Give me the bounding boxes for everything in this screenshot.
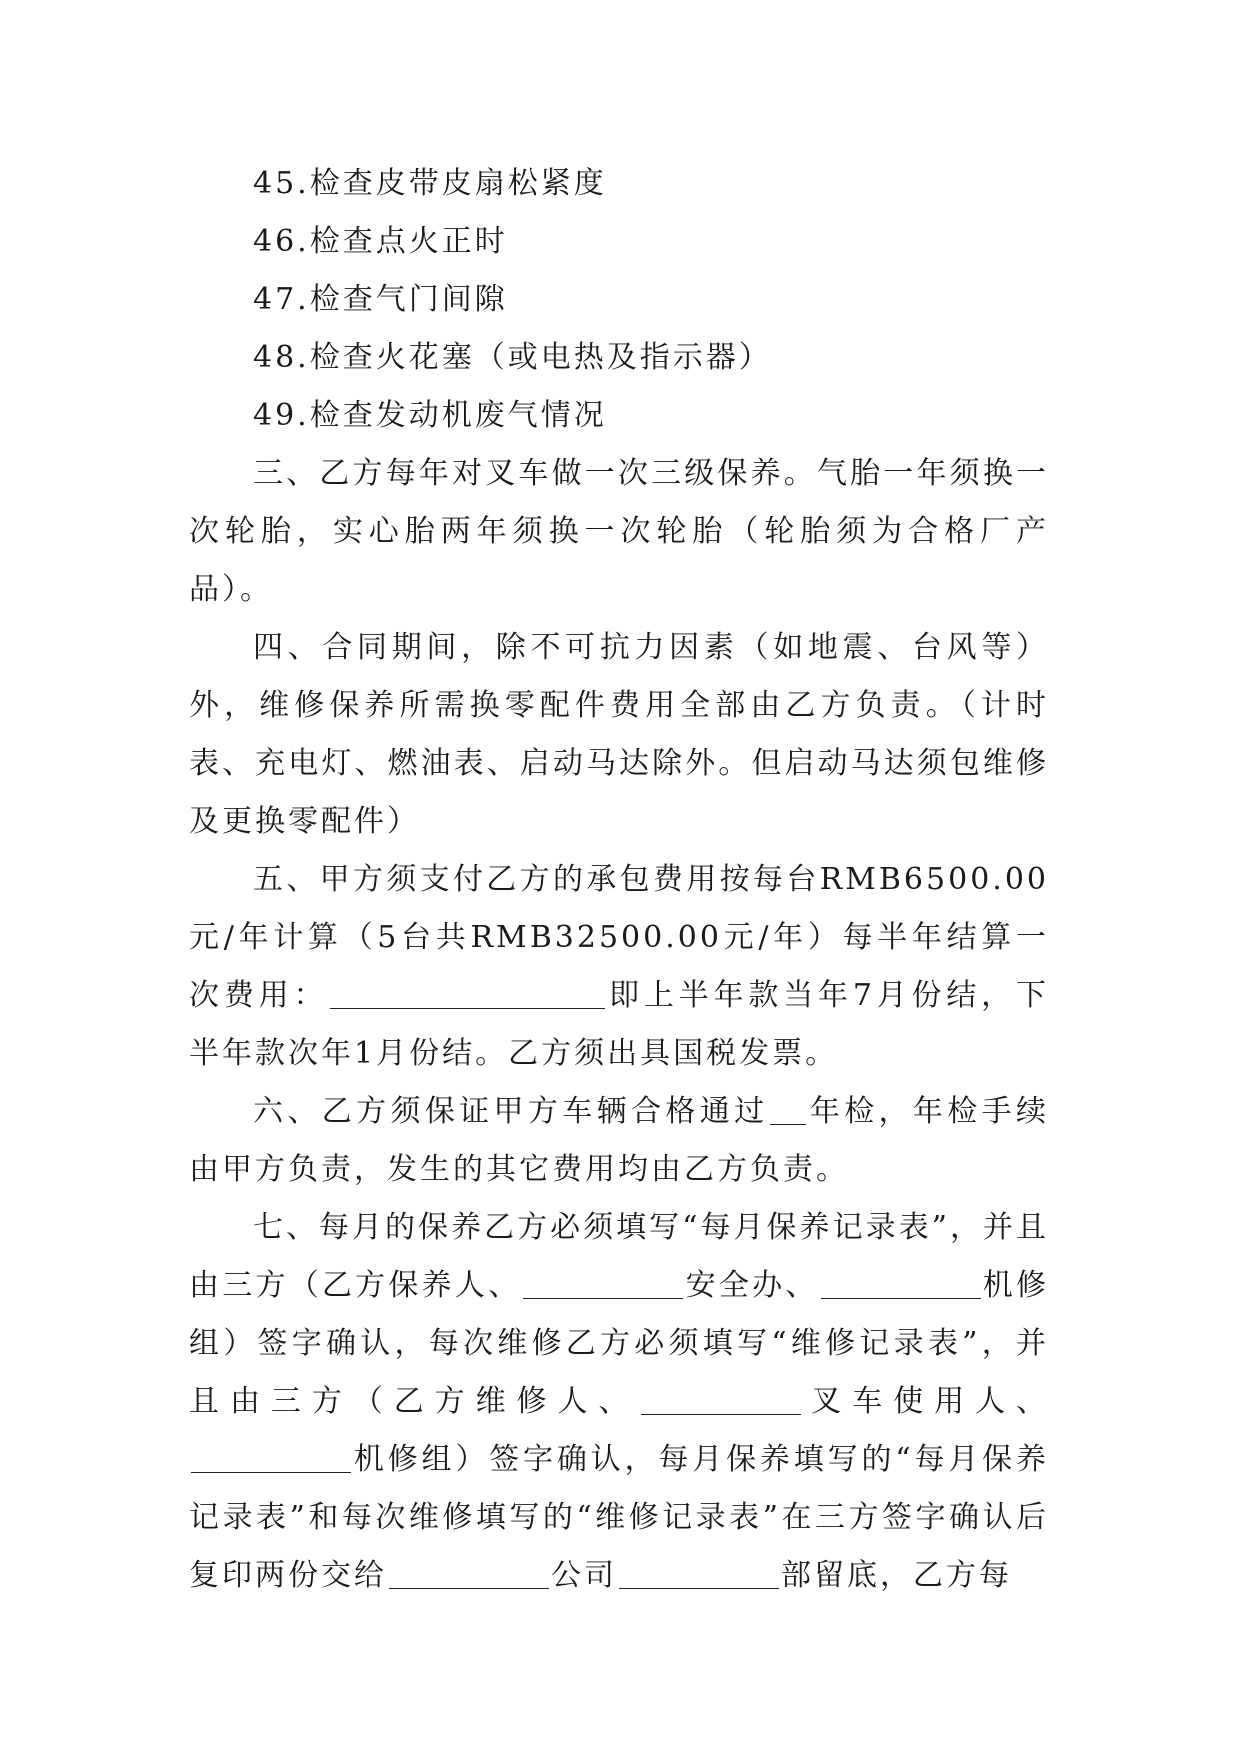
clause-5-text-a: 五、甲方须支付乙方的承包费用按每台RMB6500.00元/年计算（5台共RMB32500.00元/年）每半年结算一次费用： — [189, 862, 1049, 1013]
checklist-item-45: 45.检查皮带皮扇松紧度 — [253, 166, 607, 201]
clause-7-text-d: 叉车使用人、 — [803, 1384, 1050, 1419]
blank-repairer — [641, 1384, 801, 1415]
blank-maintainer — [523, 1268, 683, 1299]
clause-7-text-a: 七、每月的保养乙方必须填写“每月保养记录表”，并且由三方（乙方保养人、 — [189, 1210, 1049, 1303]
checklist-item-47: 47.检查气门间隙 — [253, 282, 508, 317]
clause-7-text-g: 部留底，乙方每 — [781, 1558, 1012, 1593]
clause-6-text-a: 六、乙方须保证甲方车辆合格通过 — [253, 1094, 769, 1129]
payment-blank — [330, 978, 605, 1009]
clause-4: 四、合同期间，除不可抗力因素（如地震、台风等）外，维修保养所需换零配件费用全部由乙方负责。（计时表、充电灯、燃油表、启动马达除外。但启动马达须包维修及更换零配件） — [189, 630, 1049, 839]
checklist-item-48: 48.检查火花塞（或电热及指示器） — [253, 340, 772, 375]
clause-6-text-b: 年检，年检手续由甲方负责，发生的其它费用均由乙方负责。 — [189, 1094, 1050, 1187]
clause-3: 三、乙方每年对叉车做一次三级保养。气胎一年须换一次轮胎，实心胎两年须换一次轮胎（轮胎须为合格厂产品）。 — [189, 456, 1049, 607]
clause-6 — [189, 1083, 1049, 1199]
inspection-blank — [770, 1094, 806, 1125]
document-body — [189, 155, 1049, 1605]
clause-5-text-b: 即上半年款当年7月份结，下半年款次年1月份结。乙方须出具国税发票。 — [189, 978, 1050, 1071]
clause-7-text-c: 机修组）签字确认，每次维修乙方必须填写“维修记录表”，并且由三方（乙方维修人、 — [189, 1268, 1050, 1419]
clause-5 — [189, 851, 1049, 1083]
blank-safety-office — [821, 1268, 981, 1299]
clause-7-text-e: 机修组）签字确认，每月保养填写的“每月保养记录表”和每次维修填写的“维修记录表”在三方签字确认后复印两份交给 — [189, 1442, 1049, 1593]
checklist-item-49: 49.检查发动机废气情况 — [253, 398, 607, 433]
clause-7 — [189, 1199, 1049, 1605]
clause-7-text-f: 公司 — [551, 1558, 617, 1593]
blank-forklift-user — [191, 1442, 351, 1473]
blank-department — [619, 1558, 779, 1589]
blank-company — [389, 1558, 549, 1589]
clause-7-text-b: 安全办、 — [685, 1268, 819, 1303]
checklist-item-46: 46.检查点火正时 — [253, 224, 508, 259]
